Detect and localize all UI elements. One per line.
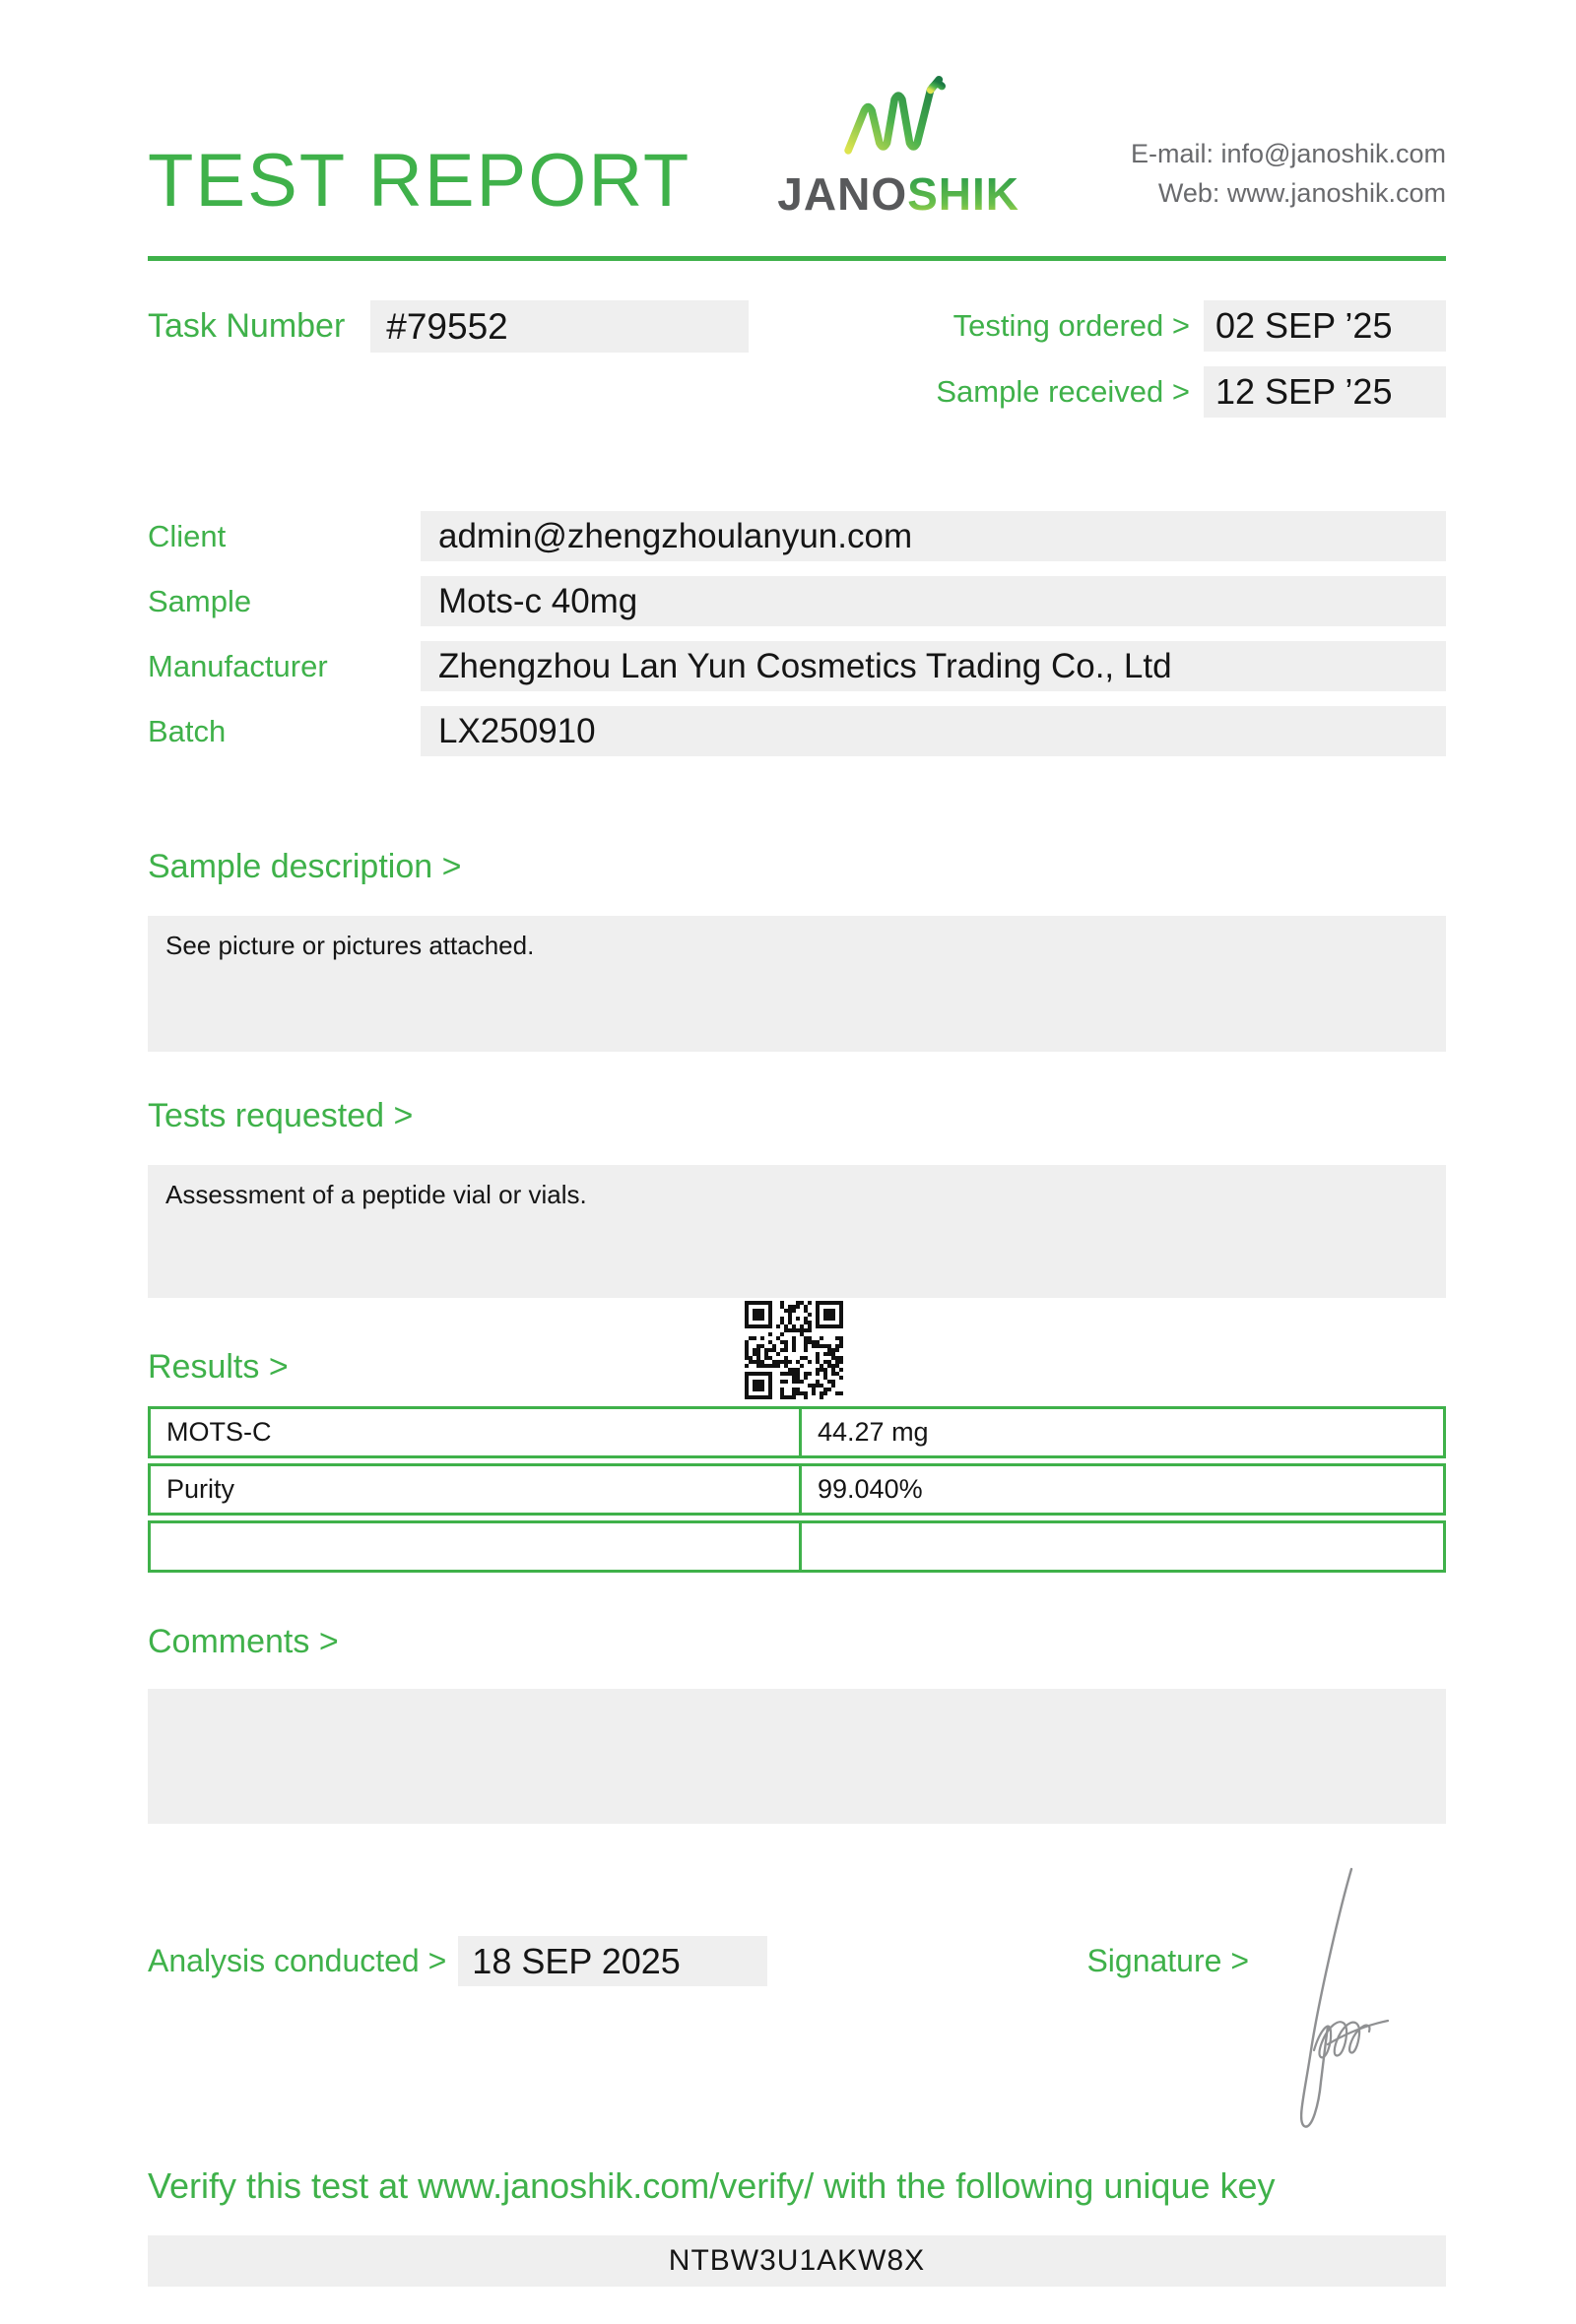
growth-chart-icon — [840, 75, 956, 169]
testing-ordered-value: 02 SEP ’25 — [1204, 300, 1446, 352]
sample-value: Mots-c 40mg — [421, 576, 1446, 626]
sample-label: Sample — [148, 583, 252, 618]
contact-web: Web: www.janoshik.com — [1157, 178, 1446, 208]
signature-label: Signature > — [1086, 1943, 1249, 1978]
comments-box — [148, 1689, 1446, 1824]
janoshik-logo — [777, 75, 1020, 220]
logo-wordmark — [777, 168, 1020, 220]
detail-row-batch — [148, 706, 1446, 756]
report-header — [148, 69, 1446, 223]
page-title: TEST REPORT — [148, 138, 691, 223]
task-meta — [148, 300, 1446, 418]
results-title: Results > — [148, 1348, 289, 1386]
task-number-label: Task Number — [148, 307, 346, 345]
table-row — [148, 1520, 1446, 1573]
analysis-conducted-label: Analysis conducted > — [148, 1943, 447, 1978]
results-header — [148, 1298, 1446, 1406]
table-row — [148, 1406, 1446, 1458]
sample-received-field — [865, 366, 1446, 418]
result-value: 44.27 mg — [818, 1417, 929, 1447]
detail-row-client — [148, 511, 1446, 561]
manufacturer-value: Zhengzhou Lan Yun Cosmetics Trading Co., Ltd — [421, 641, 1446, 691]
result-name: MOTS-C — [151, 1409, 802, 1455]
detail-row-manufacturer — [148, 641, 1446, 691]
manufacturer-label: Manufacturer — [148, 648, 328, 683]
comments-title: Comments > — [148, 1623, 339, 1660]
contact-email: E-mail: info@janoshik.com — [1130, 139, 1446, 168]
logo-text-gray: JANO — [777, 168, 908, 220]
signoff-row — [148, 1936, 1446, 1986]
tests-requested-title: Tests requested > — [148, 1097, 414, 1134]
contact-info — [1131, 134, 1446, 213]
task-number-field — [148, 300, 749, 353]
header-divider — [148, 256, 1446, 261]
batch-value: LX250910 — [421, 706, 1446, 756]
sample-description-box — [148, 916, 1446, 1052]
sample-received-label: Sample received > — [936, 374, 1190, 409]
verify-instruction: Verify this test at www.janoshik.com/verify/ with the following unique key — [148, 2165, 1276, 2206]
logo-text-green: SHIK — [907, 168, 1020, 220]
signature-image — [1269, 1857, 1397, 2143]
tests-requested-box — [148, 1165, 1446, 1298]
client-details — [148, 511, 1446, 756]
testing-ordered-field — [865, 300, 1446, 352]
client-label: Client — [148, 518, 227, 553]
unique-key: NTBW3U1AKW8X — [148, 2235, 1446, 2287]
task-number-value: #79552 — [370, 300, 749, 353]
result-name — [151, 1523, 802, 1570]
sample-received-value: 12 SEP ’25 — [1204, 366, 1446, 418]
sample-description-body: See picture or pictures attached. — [165, 931, 535, 960]
testing-ordered-label: Testing ordered > — [952, 308, 1190, 343]
detail-row-sample — [148, 576, 1446, 626]
client-value: admin@zhengzhoulanyun.com — [421, 511, 1446, 561]
result-value — [802, 1523, 1443, 1570]
table-row — [148, 1463, 1446, 1516]
result-value: 99.040% — [818, 1474, 923, 1504]
tests-requested-body: Assessment of a peptide vial or vials. — [165, 1180, 587, 1209]
sample-description-title: Sample description > — [148, 848, 462, 885]
qr-code — [745, 1301, 843, 1399]
batch-label: Batch — [148, 713, 227, 748]
analysis-conducted-date: 18 SEP 2025 — [458, 1936, 767, 1986]
date-fields — [865, 300, 1446, 418]
result-name: Purity — [151, 1466, 802, 1513]
results-table — [148, 1406, 1446, 1573]
